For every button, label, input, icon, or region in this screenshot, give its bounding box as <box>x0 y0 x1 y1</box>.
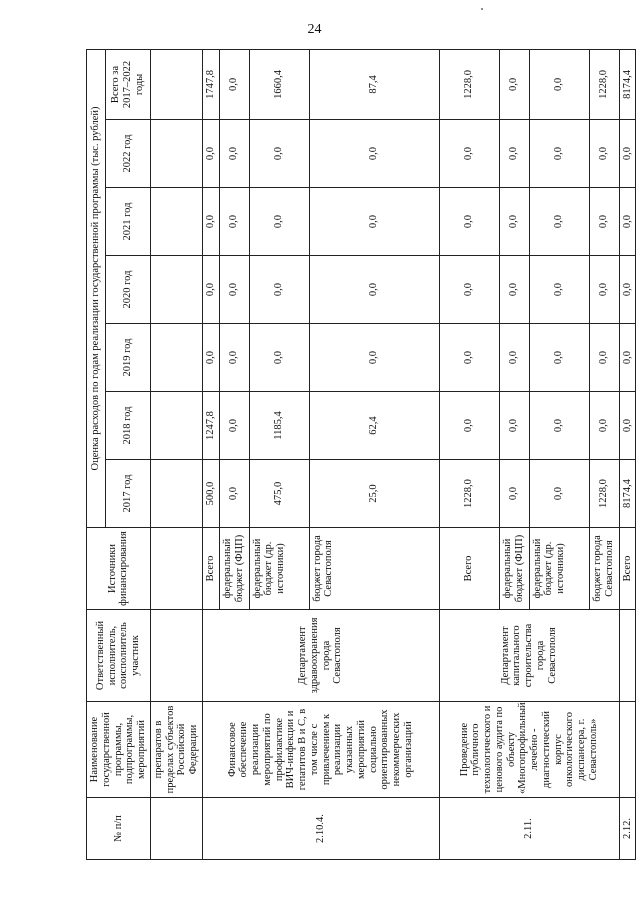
value-cell: 0,0 <box>589 256 619 324</box>
value-cell: 0,0 <box>219 324 249 392</box>
value-cell: 0,0 <box>619 256 636 324</box>
value-cell: 0,0 <box>202 188 219 256</box>
row-number: 2.10.4. <box>202 798 439 860</box>
value-cell: 1228,0 <box>589 460 619 528</box>
header-responsible: Ответственный исполнитель, соисполнитель участник <box>87 610 151 702</box>
header-name: Наименование государственной программы, подпрограммы, мероприятий <box>87 702 151 798</box>
header-group: Оценка расходов по годам реализации государственной программы (тыс. рублей) <box>87 49 106 527</box>
cell-empty <box>150 610 202 702</box>
value-cell: 0,0 <box>439 324 499 392</box>
value-cell: 0,0 <box>202 256 219 324</box>
value-cell: 0,0 <box>499 49 529 119</box>
value-cell: 25,0 <box>309 460 439 528</box>
value-cell: 0,0 <box>619 188 636 256</box>
cell-empty <box>619 610 636 702</box>
header-year: 2017 год <box>105 460 150 528</box>
row-number: 2.11. <box>439 798 619 860</box>
value-cell: 0,0 <box>529 460 589 528</box>
cell-empty <box>150 256 202 324</box>
value-cell: 0,0 <box>619 120 636 188</box>
header-year: 2020 год <box>105 256 150 324</box>
row-source: федеральный бюджет (ФЦП) <box>499 528 529 610</box>
value-cell: 0,0 <box>529 49 589 119</box>
row-name: Проведение публичного технологического и ценового аудита по объекту «Многопрофильный лечебно - диагностический корпус онкологического диспансера, г. Севастополь» <box>439 702 619 798</box>
page-number: 24 <box>307 22 322 37</box>
value-cell: 1228,0 <box>589 49 619 119</box>
row-number: 2.12. <box>619 798 636 860</box>
value-cell: 0,0 <box>529 324 589 392</box>
value-cell: 1228,0 <box>439 49 499 119</box>
value-cell: 0,0 <box>589 188 619 256</box>
value-cell: 0,0 <box>219 49 249 119</box>
header-source: Источники финансирования <box>87 528 151 610</box>
cell-empty <box>150 528 202 610</box>
value-cell: 0,0 <box>309 256 439 324</box>
value-cell: 0,0 <box>499 120 529 188</box>
value-cell: 0,0 <box>249 324 309 392</box>
value-cell: 0,0 <box>589 324 619 392</box>
row-responsible: Департамент капитального строительства города Севастополя <box>439 610 619 702</box>
header-total: Всего за 2017–2022 годы <box>105 49 150 119</box>
value-cell: 0,0 <box>219 256 249 324</box>
value-cell: 0,0 <box>202 120 219 188</box>
row-source: бюджет города Севастополя <box>589 528 619 610</box>
row-source: Всего <box>202 528 219 610</box>
row-name: Финансовое обеспечение реализации мероприятий по профилактике ВИЧ-инфекции и гепатитов В и С, в том числе с привлечением к реализации указанных мероприятий социально ориентированных некоммерческих организаций <box>202 702 439 798</box>
value-cell: 0,0 <box>439 392 499 460</box>
value-cell: 0,0 <box>439 120 499 188</box>
row-source: федеральный бюджет (др. источники) <box>249 528 309 610</box>
continuation-text: препаратов в пределах субъектов Российской Федерации <box>150 702 202 798</box>
cell-empty <box>150 324 202 392</box>
row-source: Всего <box>439 528 499 610</box>
header-year: 2021 год <box>105 188 150 256</box>
value-cell: 1747,8 <box>202 49 219 119</box>
value-cell: 475,0 <box>249 460 309 528</box>
cell-empty <box>150 49 202 119</box>
value-cell: 0,0 <box>249 188 309 256</box>
value-cell: 0,0 <box>529 392 589 460</box>
financing-table <box>86 49 636 860</box>
value-cell: 87,4 <box>309 49 439 119</box>
value-cell: 0,0 <box>529 256 589 324</box>
table-row <box>439 49 499 859</box>
cell-empty <box>150 392 202 460</box>
value-cell: 0,0 <box>439 256 499 324</box>
scan-speck <box>481 8 483 10</box>
value-cell: 8174,4 <box>619 49 636 119</box>
value-cell: 0,0 <box>439 188 499 256</box>
value-cell: 0,0 <box>249 256 309 324</box>
value-cell: 0,0 <box>219 460 249 528</box>
rotated-table-wrapper <box>86 50 633 860</box>
value-cell: 0,0 <box>589 392 619 460</box>
value-cell: 0,0 <box>219 188 249 256</box>
value-cell: 8174,4 <box>619 460 636 528</box>
value-cell: 0,0 <box>499 188 529 256</box>
value-cell: 0,0 <box>529 188 589 256</box>
header-year: 2018 год <box>105 392 150 460</box>
header-year: 2019 год <box>105 324 150 392</box>
value-cell: 0,0 <box>499 460 529 528</box>
value-cell: 1247,8 <box>202 392 219 460</box>
value-cell: 1228,0 <box>439 460 499 528</box>
row-source: бюджет города Севастополя <box>309 528 439 610</box>
value-cell: 0,0 <box>202 324 219 392</box>
value-cell: 1660,4 <box>249 49 309 119</box>
table-row <box>202 49 219 859</box>
header-row-1 <box>87 49 106 859</box>
value-cell: 62,4 <box>309 392 439 460</box>
cell-empty <box>150 460 202 528</box>
row-responsible: Департамент здравоохранения города Севастополя <box>202 610 439 702</box>
value-cell: 0,0 <box>499 324 529 392</box>
value-cell: 0,0 <box>529 120 589 188</box>
row-source: федеральный бюджет (др. источники) <box>529 528 589 610</box>
value-cell: 0,0 <box>309 324 439 392</box>
cell-empty <box>619 702 636 798</box>
value-cell: 0,0 <box>619 392 636 460</box>
value-cell: 0,0 <box>309 188 439 256</box>
value-cell: 0,0 <box>309 120 439 188</box>
continuation-row <box>150 49 202 859</box>
header-year: 2022 год <box>105 120 150 188</box>
row-source: федеральный бюджет (ФЦП) <box>219 528 249 610</box>
value-cell: 0,0 <box>589 120 619 188</box>
value-cell: 0,0 <box>619 324 636 392</box>
cell-empty <box>150 798 202 860</box>
table-row <box>619 49 636 859</box>
value-cell: 0,0 <box>499 392 529 460</box>
row-source: Всего <box>619 528 636 610</box>
header-no: № п/п <box>87 798 151 860</box>
value-cell: 0,0 <box>249 120 309 188</box>
value-cell: 0,0 <box>499 256 529 324</box>
cell-empty <box>150 120 202 188</box>
value-cell: 500,0 <box>202 460 219 528</box>
value-cell: 0,0 <box>219 120 249 188</box>
value-cell: 1185,4 <box>249 392 309 460</box>
cell-empty <box>150 188 202 256</box>
value-cell: 0,0 <box>219 392 249 460</box>
